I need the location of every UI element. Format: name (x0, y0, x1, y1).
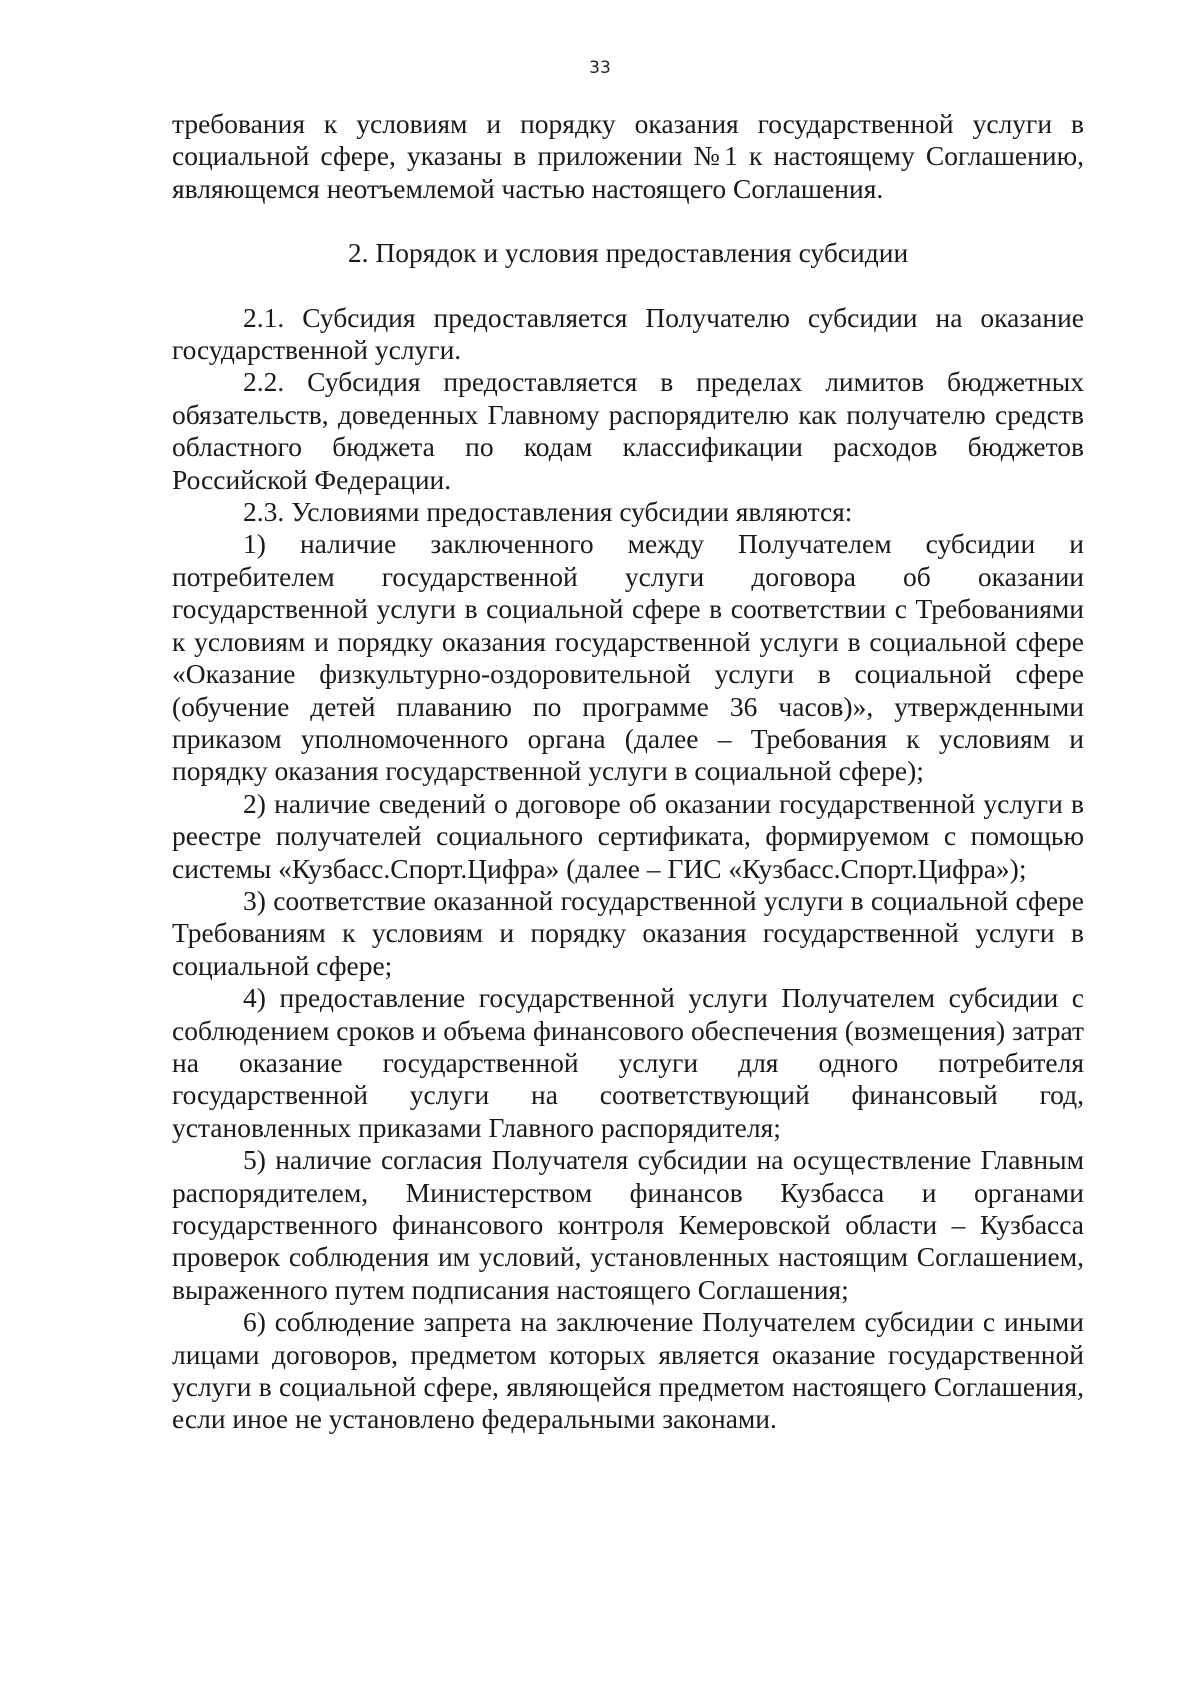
list-item-2: 2) наличие сведений о договоре об оказании государственной услуги в реестре получателей социального сертификата, формируемом с помощью системы «Кузбасс.Спорт.Цифра» (далее – ГИС «Кузбасс.Спорт.Цифра»); (172, 787, 1084, 884)
spacer (172, 270, 1084, 302)
list-item-3: 3) соответствие оказанной государственной услуги в социальной сфере Требованиям к условиям и порядку оказания государственной услуги в социальной сфере; (172, 884, 1084, 981)
paragraph-2-2: 2.2. Субсидия предоставляется в пределах лимитов бюджетных обязательств, доведенных Главному распорядителю как получателю средств областного бюджета по кодам классификации расходов бюджетов Российской Федерации. (172, 366, 1084, 495)
list-item-5: 5) наличие согласия Получателя субсидии на осуществление Главным распорядителем, Министерством финансов Кузбасса и органами государственного финансового контроля Кемеровской области – Кузбасса проверок соблюдения им условий, установленных настоящим Соглашением, выраженного путем подписания настоящего Соглашения; (172, 1144, 1084, 1305)
list-item-4: 4) предоставление государственной услуги Получателем субсидии с соблюдением сроков и объема финансового обеспечения (возмещения) затрат на оказание государственной услуги для одного потребителя государственной услуги на соответствующий финансовый год, установленных приказами Главного распорядителя; (172, 982, 1084, 1143)
paragraph-2-3: 2.3. Условиями предоставления субсидии являются: (243, 496, 853, 528)
section-heading: 2. Порядок и условия предоставления субсидии (347, 237, 909, 269)
paragraph-2-1: 2.1. Субсидия предоставляется Получателю субсидии на оказание государственной услуги. (172, 301, 1084, 366)
page-number: 33 (589, 58, 611, 78)
list-item-1: 1) наличие заключенного между Получателем субсидии и потребителем государственной услуги договора об оказании государственной услуги в социальной сфере в соответствии с Требованиями к условиям и порядку оказания государственной услуги в социальной сфере «Оказание физкультурно-оздоровительной услуги в социальной сфере (обучение детей плаванию по программе 36 часов)», утвержденными приказом уполномоченного органа (далее – Требования к условиям и порядку оказания государственной услуги в социальной сфере); (172, 528, 1084, 787)
list-item-6: 6) соблюдение запрета на заключение Получателем субсидии с иными лицами договоров, предметом которых является оказание государственной услуги в социальной сфере, являющейся предметом настоящего Соглашения, если иное не установлено федеральными законами. (172, 1306, 1084, 1435)
document-body (172, 108, 1084, 1436)
paragraph-requirements-continuation: требования к условиям и порядку оказания государственной услуги в социальной сфере, указаны в приложении №1 к настоящему Соглашению, являющемся неотъемлемой частью настоящего Соглашения. (172, 108, 1084, 204)
spacer (172, 205, 1084, 237)
